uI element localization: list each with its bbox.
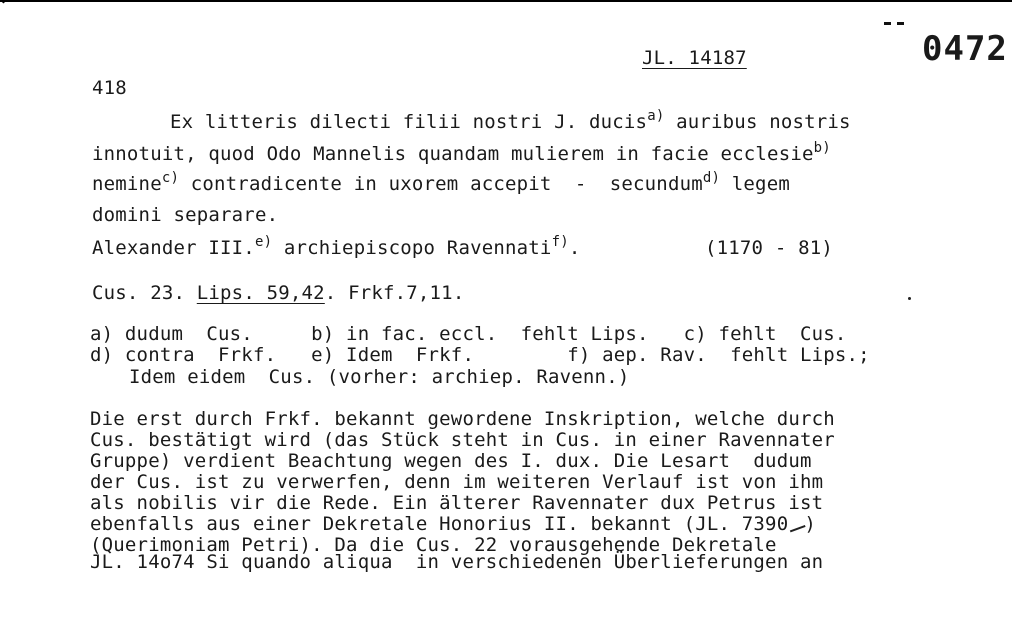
letter-line-2: innotuit, quod Odo Mannelis quandam mulierem in facie ecclesie$^{b)}$	[92, 140, 831, 165]
page-number: 418	[92, 77, 127, 99]
footnote-line-1: a) dudum Cus. b) in fac. eccl. fehlt Lips. c) fehlt Cus.	[90, 323, 847, 345]
jl-reference: JL. 14187	[642, 47, 747, 69]
footnote-line-3: Idem eidem Cus. (vorher: archiep. Ravenn.)	[129, 366, 630, 388]
document-stamp-number: 0472	[922, 29, 1008, 69]
commentary-line-8: JL. 14o74 Si quando aliqua in verschiedenen Überlieferungen an	[90, 551, 824, 573]
commentary-line-7: (Querimoniam Petri). Da die Cus. 22 vorausgehende Dekretale	[90, 534, 777, 556]
letter-line-1: Ex litteris dilecti filii nostri J. ducis$^{a)}$ auribus nostris	[170, 108, 851, 133]
commentary-line-5: als nobilis vir die Rede. Ein älterer Ravennater dux Petrus ist	[90, 492, 824, 514]
ink-speck	[908, 297, 911, 300]
dash-mark	[884, 22, 891, 25]
letter-line-4: domini separare.	[92, 204, 279, 226]
dash-mark	[897, 22, 904, 25]
commentary-line-2: Cus. bestätigt wird (das Stück steht in Cus. in einer Ravennater	[90, 429, 835, 451]
commentary-line-1: Die erst durch Frkf. bekannt gewordene Inskription, welche durch	[90, 408, 835, 430]
commentary-line-4: der Cus. ist zu verwerfen, denn im weiteren Verlauf ist von ihm	[90, 471, 824, 493]
commentary-line-3: Gruppe) verdient Beachtung wegen des I. dux. Die Lesart dudum	[90, 450, 812, 472]
sources-line: Cus. 23. Lips. 59,42. Frkf.7,11.	[92, 282, 465, 304]
date-range: (1170 - 81)	[705, 237, 834, 259]
salutation-line: Alexander III.$^{e)}$ archiepiscopo Ravennati$^{f)}$.	[92, 234, 581, 259]
footnote-line-2: d) contra Frkf. e) Idem Frkf. f) aep. Rav. fehlt Lips.;	[90, 344, 870, 366]
commentary-line-6: ebenfalls aus einer Dekretale Honorius II. bekannt (JL. 7390 )	[90, 513, 816, 535]
top-edge-line	[0, 0, 1012, 2]
letter-line-3: nemine$^{c)}$ contradicente in uxorem accepit - secundum$^{d)}$ legem	[92, 170, 790, 195]
